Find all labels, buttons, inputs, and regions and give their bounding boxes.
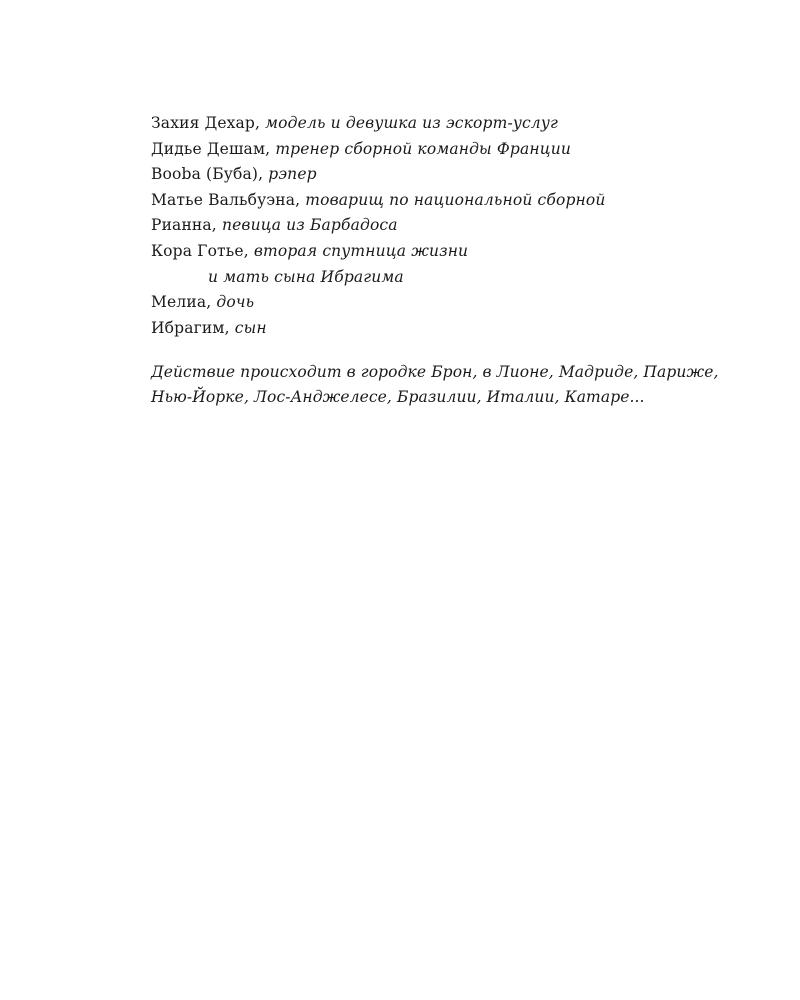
cast-item-zahia [151,111,761,137]
character-role: певица из Барбадоса [221,216,398,235]
cast-item-deschamps [151,137,761,163]
character-role: рэпер [268,165,317,184]
character-role: тренер сборной команды Франции [275,139,571,158]
character-name: Booba (Буба), [151,165,264,184]
page-content [151,111,761,410]
cast-item-booba [151,162,761,188]
cast-list [151,111,761,341]
setting-line-2: Нью-Йорке, Лос-Анджелесе, Бразилии, Италии, Катаре... [151,388,645,407]
character-name: Захия Дехар, [151,114,261,132]
character-name: Кора Готье, [151,241,249,260]
cast-item-melia [151,290,761,316]
cast-item-ibrahim [151,316,761,342]
character-role: вторая спутница жизни [253,241,469,260]
character-name: Ибрагим, [151,318,230,337]
character-name: Мелиа, [151,293,212,312]
character-name: Рианна, [151,216,217,235]
cast-item-rihanna [151,213,761,239]
character-role: модель и девушка из эскорт-услуг [265,114,558,132]
character-name: Матье Вальбуэна, [151,190,301,209]
cast-item-valbuena [151,188,761,214]
character-role: дочь [216,293,255,312]
cast-item-cora [151,239,761,290]
character-role: сын [234,318,267,337]
character-role-continuation: и мать сына Ибрагима [208,267,404,286]
character-name: Дидье Дешам, [151,139,271,158]
setting-note [151,360,761,410]
setting-line-1: Действие происходит в городке Брон, в Лионе, Мадриде, Париже, [151,363,719,382]
character-role: товарищ по национальной сборной [305,190,606,209]
